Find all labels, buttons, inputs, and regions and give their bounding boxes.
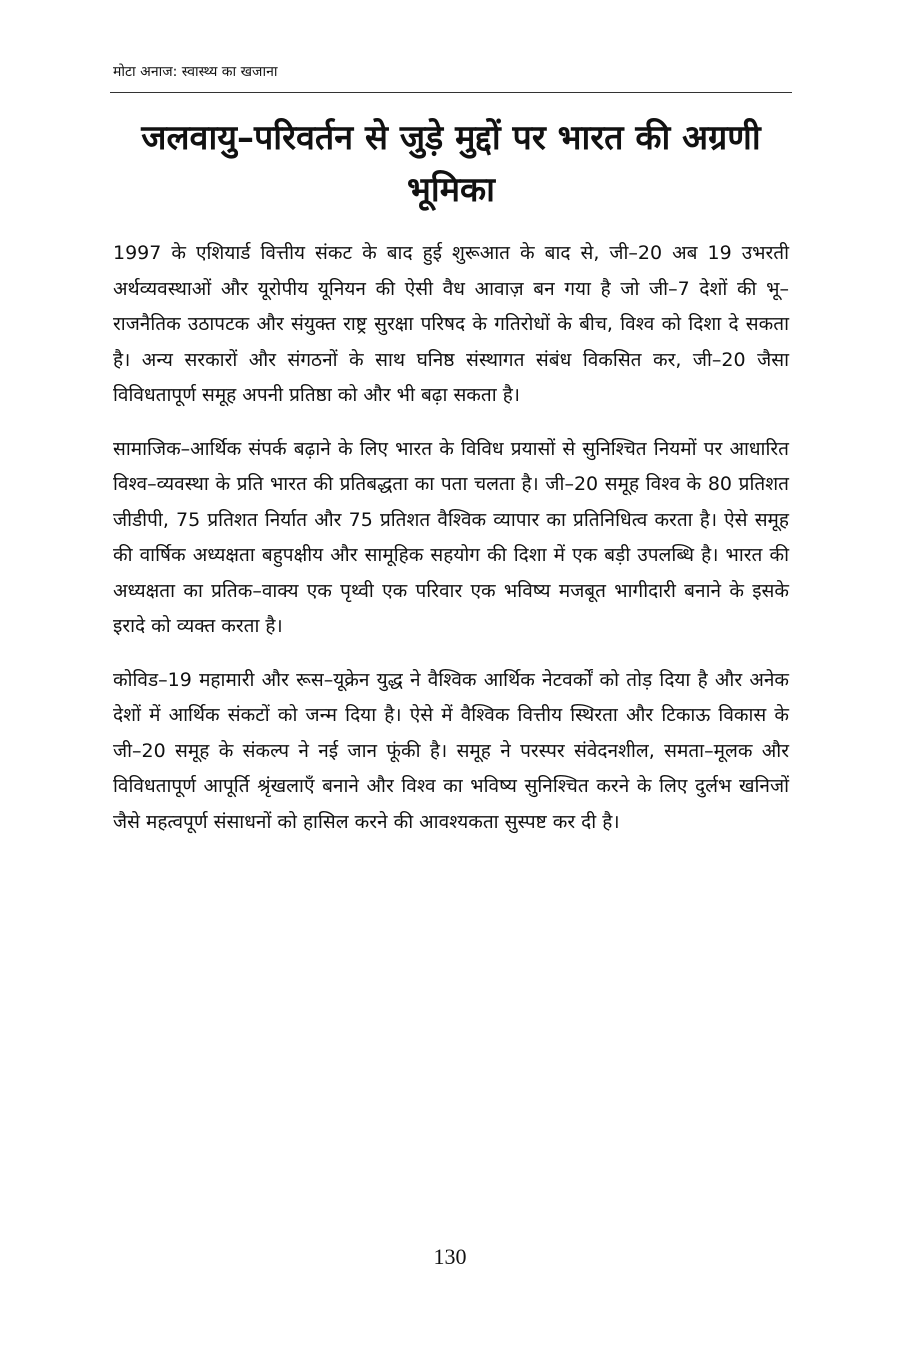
running-header: मोटा अनाज: स्वास्थ्य का खजाना	[113, 64, 278, 80]
page-number: 130	[433, 1244, 467, 1269]
paragraph-3: कोविड–19 महामारी और रूस–यूक्रेन युद्ध ने वैश्विक आर्थिक नेटवर्कों को तोड़ दिया है और अनेक देशों में आर्थिक संकटों को जन्म दिया है। ऐसे में वैश्विक वित्तीय स्थिरता और टिकाऊ विकास के जी–20 समूह के संकल्प ने नई जान फूंकी है। समूह ने परस्पर संवेदनशील, समता–मूलक और विविधतापूर्ण आपूर्ति श्रृंखलाएँ बनाने और विश्व का भविष्य सुनिश्चित करने के लिए दुर्लभ खनिजों जैसे महत्वपूर्ण संसाधनों को हासिल करने की आवश्यकता सुस्पष्ट कर दी है।	[113, 668, 789, 833]
header-divider	[110, 92, 792, 93]
article-title: जलवायु–परिवर्तन से जुड़े मुद्दों पर भारत की अग्रणी भूमिका	[141, 118, 761, 210]
paragraph-1: 1997 के एशियार्ड वित्तीय संकट के बाद हुई शुरूआत के बाद से, जी–20 अब 19 उभरती अर्थव्यवस्थाओं और यूरोपीय यूनियन की ऐसी वैध आवाज़ बन गया है जो जी–7 देशों की भू–राजनैतिक उठापटक और संयुक्त राष्ट्र सुरक्षा परिषद के गतिरोधों के बीच, विश्व को दिशा दे सकता है। अन्य सरकारों और संगठनों के साथ घनिष्ठ संस्थागत संबंध विकसित कर, जी–20 जैसा विविधतापूर्ण समूह अपनी प्रतिष्ठा को और भी बढ़ा सकता है।	[113, 242, 789, 406]
paragraph-2: सामाजिक–आर्थिक संपर्क बढ़ाने के लिए भारत के विविध प्रयासों से सुनिश्चित नियमों पर आधारित विश्व–व्यवस्था के प्रति भारत की प्रतिबद्धता का पता चलता है। जी–20 समूह विश्व के 80 प्रतिशत जीडीपी, 75 प्रतिशत निर्यात और 75 प्रतिशत वैश्विक व्यापार का प्रतिनिधित्व करता है। ऐसे समूह की वार्षिक अध्यक्षता बहुपक्षीय और सामूहिक सहयोग की दिशा में एक बड़ी उपलब्धि है। भारत की अध्यक्षता का प्रतिक–वाक्य एक पृथ्वी एक परिवार एक भविष्य मजबूत भागीदारी बनाने के इसके इरादे को व्यक्त करता है।	[113, 437, 789, 637]
article-body	[113, 236, 789, 858]
